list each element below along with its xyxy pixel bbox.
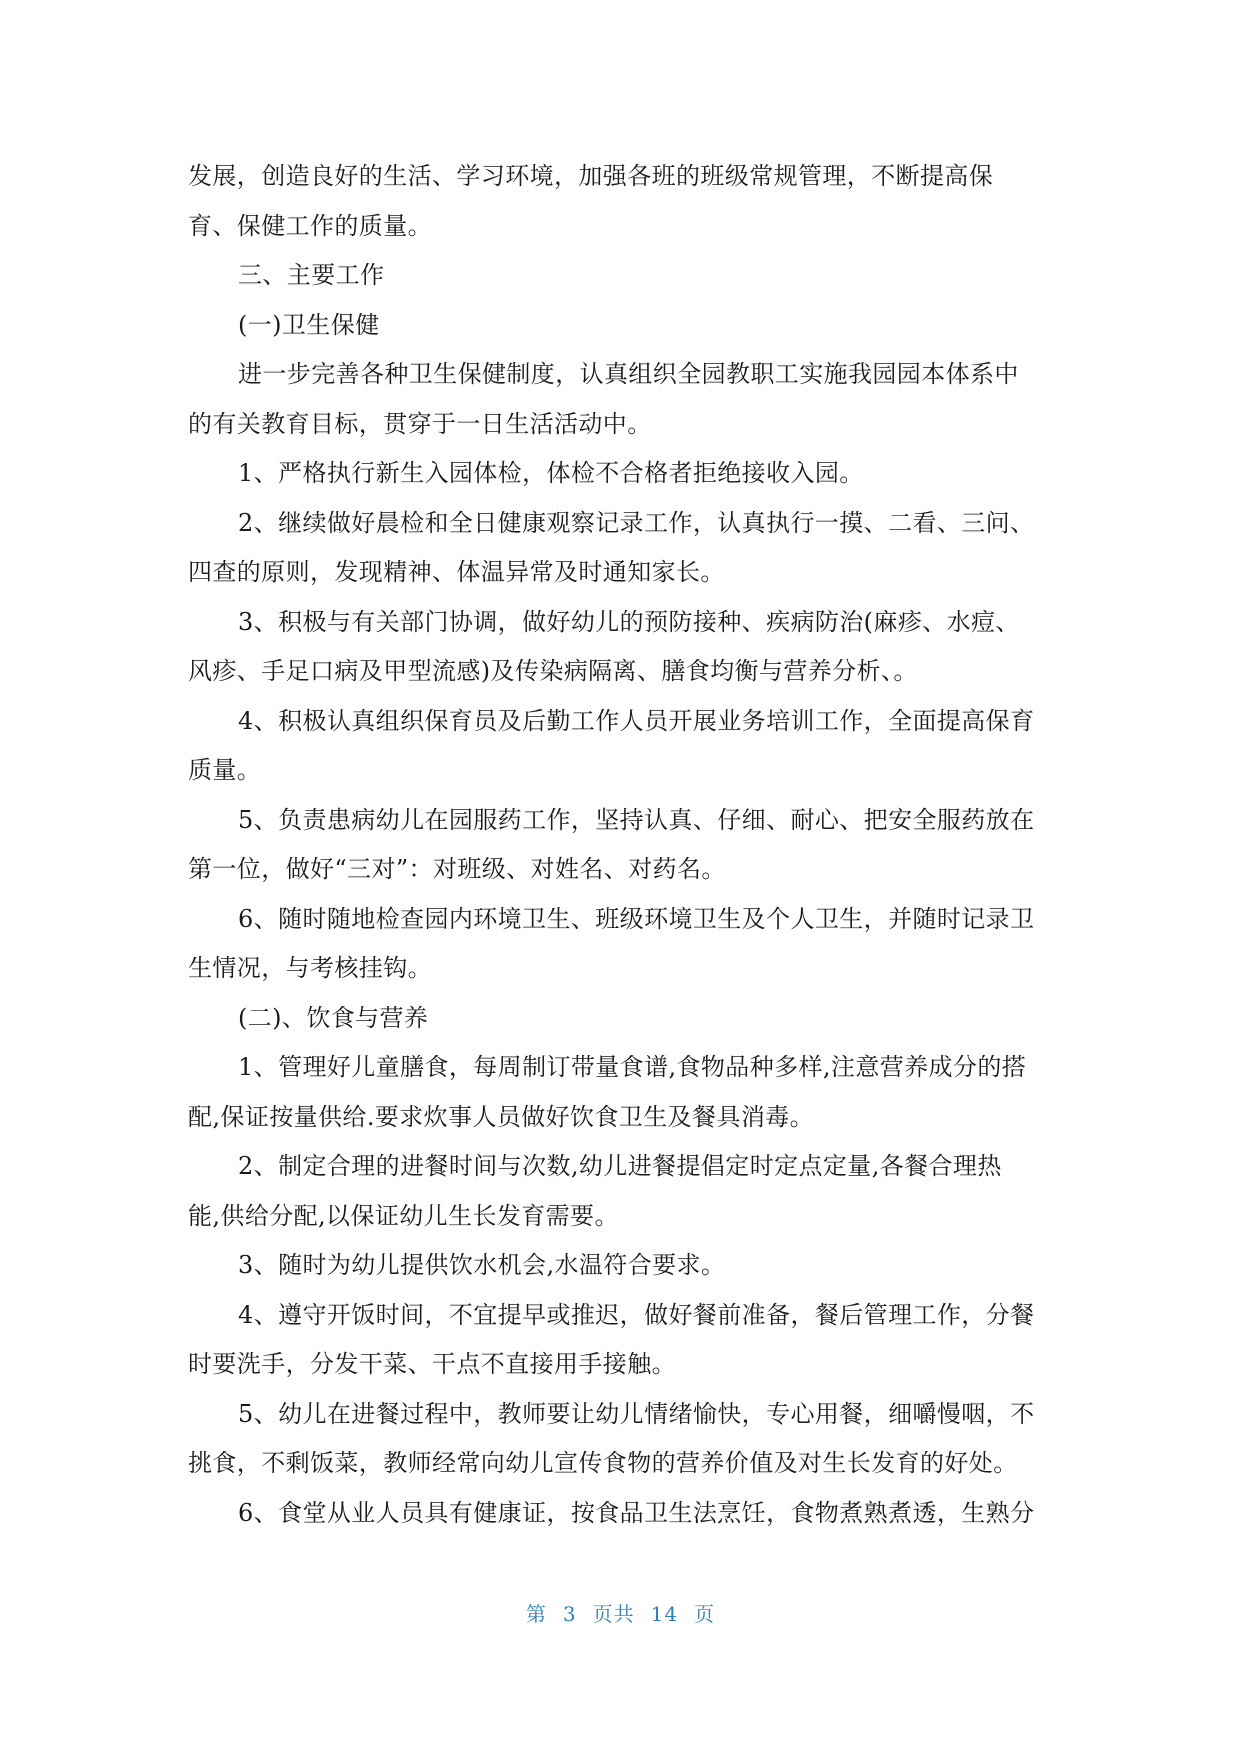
text-line: 生情况，与考核挂钩。 <box>188 954 432 982</box>
text-line: 四查的原则，发现精神、体温异常及时通知家长。 <box>188 558 725 586</box>
footer-current-page: 3 <box>562 1602 577 1626</box>
text-line: 育、保健工作的质量。 <box>188 211 432 240</box>
text-line: 质量。 <box>188 756 262 784</box>
text-line: 4、遵守开饭时间，不宜提早或推迟，做好餐前准备，餐后管理工作，分餐 <box>238 1300 1035 1329</box>
text-line: 3、随时为幼儿提供饮水机会,水温符合要求。 <box>238 1251 726 1279</box>
text-line: 风疹、手足口病及甲型流感)及传染病隔离、膳食均衡与营养分析、。 <box>188 657 918 685</box>
text-line: 能,供给分配,以保证幼儿生长发育需要。 <box>188 1201 619 1230</box>
text-line: 1、管理好儿童膳食，每周制订带量食谱,食物品种多样,注意营养成分的搭 <box>238 1053 1027 1081</box>
text-line: 5、幼儿在进餐过程中，教师要让幼儿情绪愉快，专心用餐，细嚼慢咽，不 <box>238 1399 1035 1428</box>
page-footer <box>0 1598 1241 1627</box>
text-line: 配,保证按量供给.要求炊事人员做好饮食卫生及餐具消毒。 <box>188 1102 815 1131</box>
text-line: 2、继续做好晨检和全日健康观察记录工作，认真执行一摸、二看、三问、 <box>238 508 1035 537</box>
footer-middle: 页共 <box>592 1602 635 1626</box>
text-line: 挑食，不剩饭菜，教师经常向幼儿宣传食物的营养价值及对生长发育的好处。 <box>188 1449 1018 1477</box>
footer-total-pages: 14 <box>650 1602 679 1626</box>
text-line: 3、积极与有关部门协调，做好幼儿的预防接种、疾病防治(麻疹、水痘、 <box>238 607 1020 636</box>
text-line: 2、制定合理的进餐时间与次数,幼儿进餐提倡定时定点定量,各餐合理热 <box>238 1152 1002 1180</box>
text-line: 6、食堂从业人员具有健康证，按食品卫生法烹饪，食物煮熟煮透，生熟分 <box>238 1498 1035 1527</box>
document-body <box>188 152 1058 1538</box>
text-line: 进一步完善各种卫生保健制度，认真组织全园教职工实施我园园本体系中 <box>238 360 1019 388</box>
text-line: 4、积极认真组织保育员及后勤工作人员开展业务培训工作，全面提高保育 <box>238 706 1035 735</box>
text-line: 第一位，做好“三对”：对班级、对姓名、对药名。 <box>188 855 726 883</box>
text-line: 6、随时随地检查园内环境卫生、班级环境卫生及个人卫生，并随时记录卫 <box>238 904 1035 933</box>
footer-prefix: 第 <box>525 1602 547 1626</box>
text-line: 5、负责患病幼儿在园服药工作，坚持认真、仔细、耐心、把安全服药放在 <box>238 805 1035 834</box>
text-line: 发展，创造良好的生活、学习环境，加强各班的班级常规管理，不断提高保 <box>188 162 994 190</box>
text-line: (二)、饮食与营养 <box>238 1003 429 1032</box>
text-line: 时要洗手，分发干菜、干点不直接用手接触。 <box>188 1350 676 1378</box>
text-line: 的有关教育目标，贯穿于一日生活活动中。 <box>188 409 652 438</box>
text-line: (一)卫生保健 <box>238 310 380 339</box>
text-line: 三、主要工作 <box>238 261 385 289</box>
footer-suffix: 页 <box>694 1602 716 1626</box>
text-line: 1、严格执行新生入园体检，体检不合格者拒绝接收入园。 <box>238 459 864 487</box>
